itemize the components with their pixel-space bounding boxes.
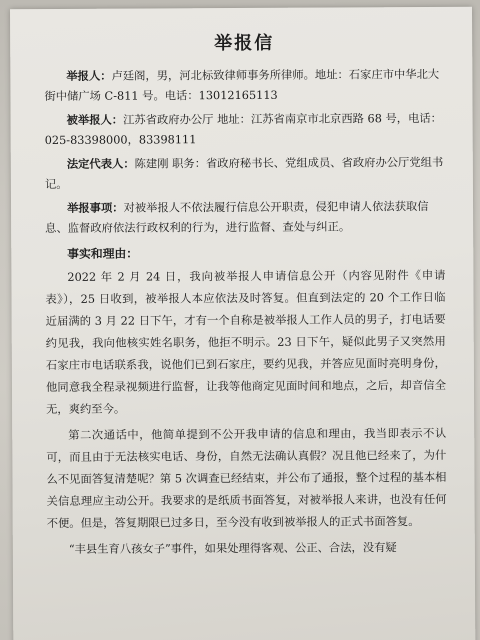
facts-heading: 事实和理由： [67,246,139,261]
respondent-text: 江苏省政府办公厅 地址：江苏省南京市北京西路 68 号，电话：025-83398000，83398111 [44,111,442,148]
letter-title: 举报信 [214,32,275,55]
letter-sheet [10,7,475,640]
reporter-label: 举报人： [66,69,112,83]
body-paragraph-1: 2022 年 2 月 24 日，我向被举报人申请信息公开（内容见附件《申请表》），25 日收到，被举报人本应依法及时答复。但直到法定的 20 个工作日临近届满的 3 月 22 日下午，才有一个自称是被举报人工作人员的男子，打电话要约见我，我向他核实姓名职务，他拒不明示。23 日下午，疑似此男子又突然用石家庄市电话联系我，说他们已到石家庄，要约见我，并答应见面时亮明身份，他同意我全程录视频进行监督，让我等他商定见面时间和地点，之后，却音信全无，爽约至今。 [45,268,447,417]
respondent-label: 被举报人： [66,113,124,127]
matter-text: 对被举报人不依法履行信息公开职责，侵犯申请人依法获取信息、监督政府依法行政权利的行为，进行监督、查处与纠正。 [45,200,429,236]
legal-rep-field [45,153,445,195]
body-paragraph-3: “丰县生育八孩女子”事件，如果处理得客观、公正、合法，没有疑 [68,541,397,556]
matter-label: 举报事项： [67,201,124,215]
reporter-text: 卢廷阁，男，河北标致律师事务所律师。地址：石家庄市中华北大街中储广场 C-811 号。电话：13012165113 [44,67,440,104]
body-paragraph-2: 第二次通话中，他简单提到不公开我申请的信息和理由，我当即表示不认可，而且由于无法核实电话、身份，自然无法确认真假？况且他已经来了，为什么不见面答复清楚呢？第 5 次调查已经结束，并公布了通报，整个过程的基本相关信息理应主动公开。我要求的是纸质书面答复，对被举报人来讲，也没有任何不便。但是，答复期限已过多日，至今没有收到被举报人的正式书面答复。 [46,426,447,531]
legal-rep-text: 陈建刚 职务：省政府秘书长、党组成员、省政府办公厅党组书记。 [44,155,444,192]
reporter-field [44,65,444,107]
matter-field [45,197,445,239]
legal-rep-label: 法定代表人： [66,157,135,171]
respondent-field [45,109,445,151]
